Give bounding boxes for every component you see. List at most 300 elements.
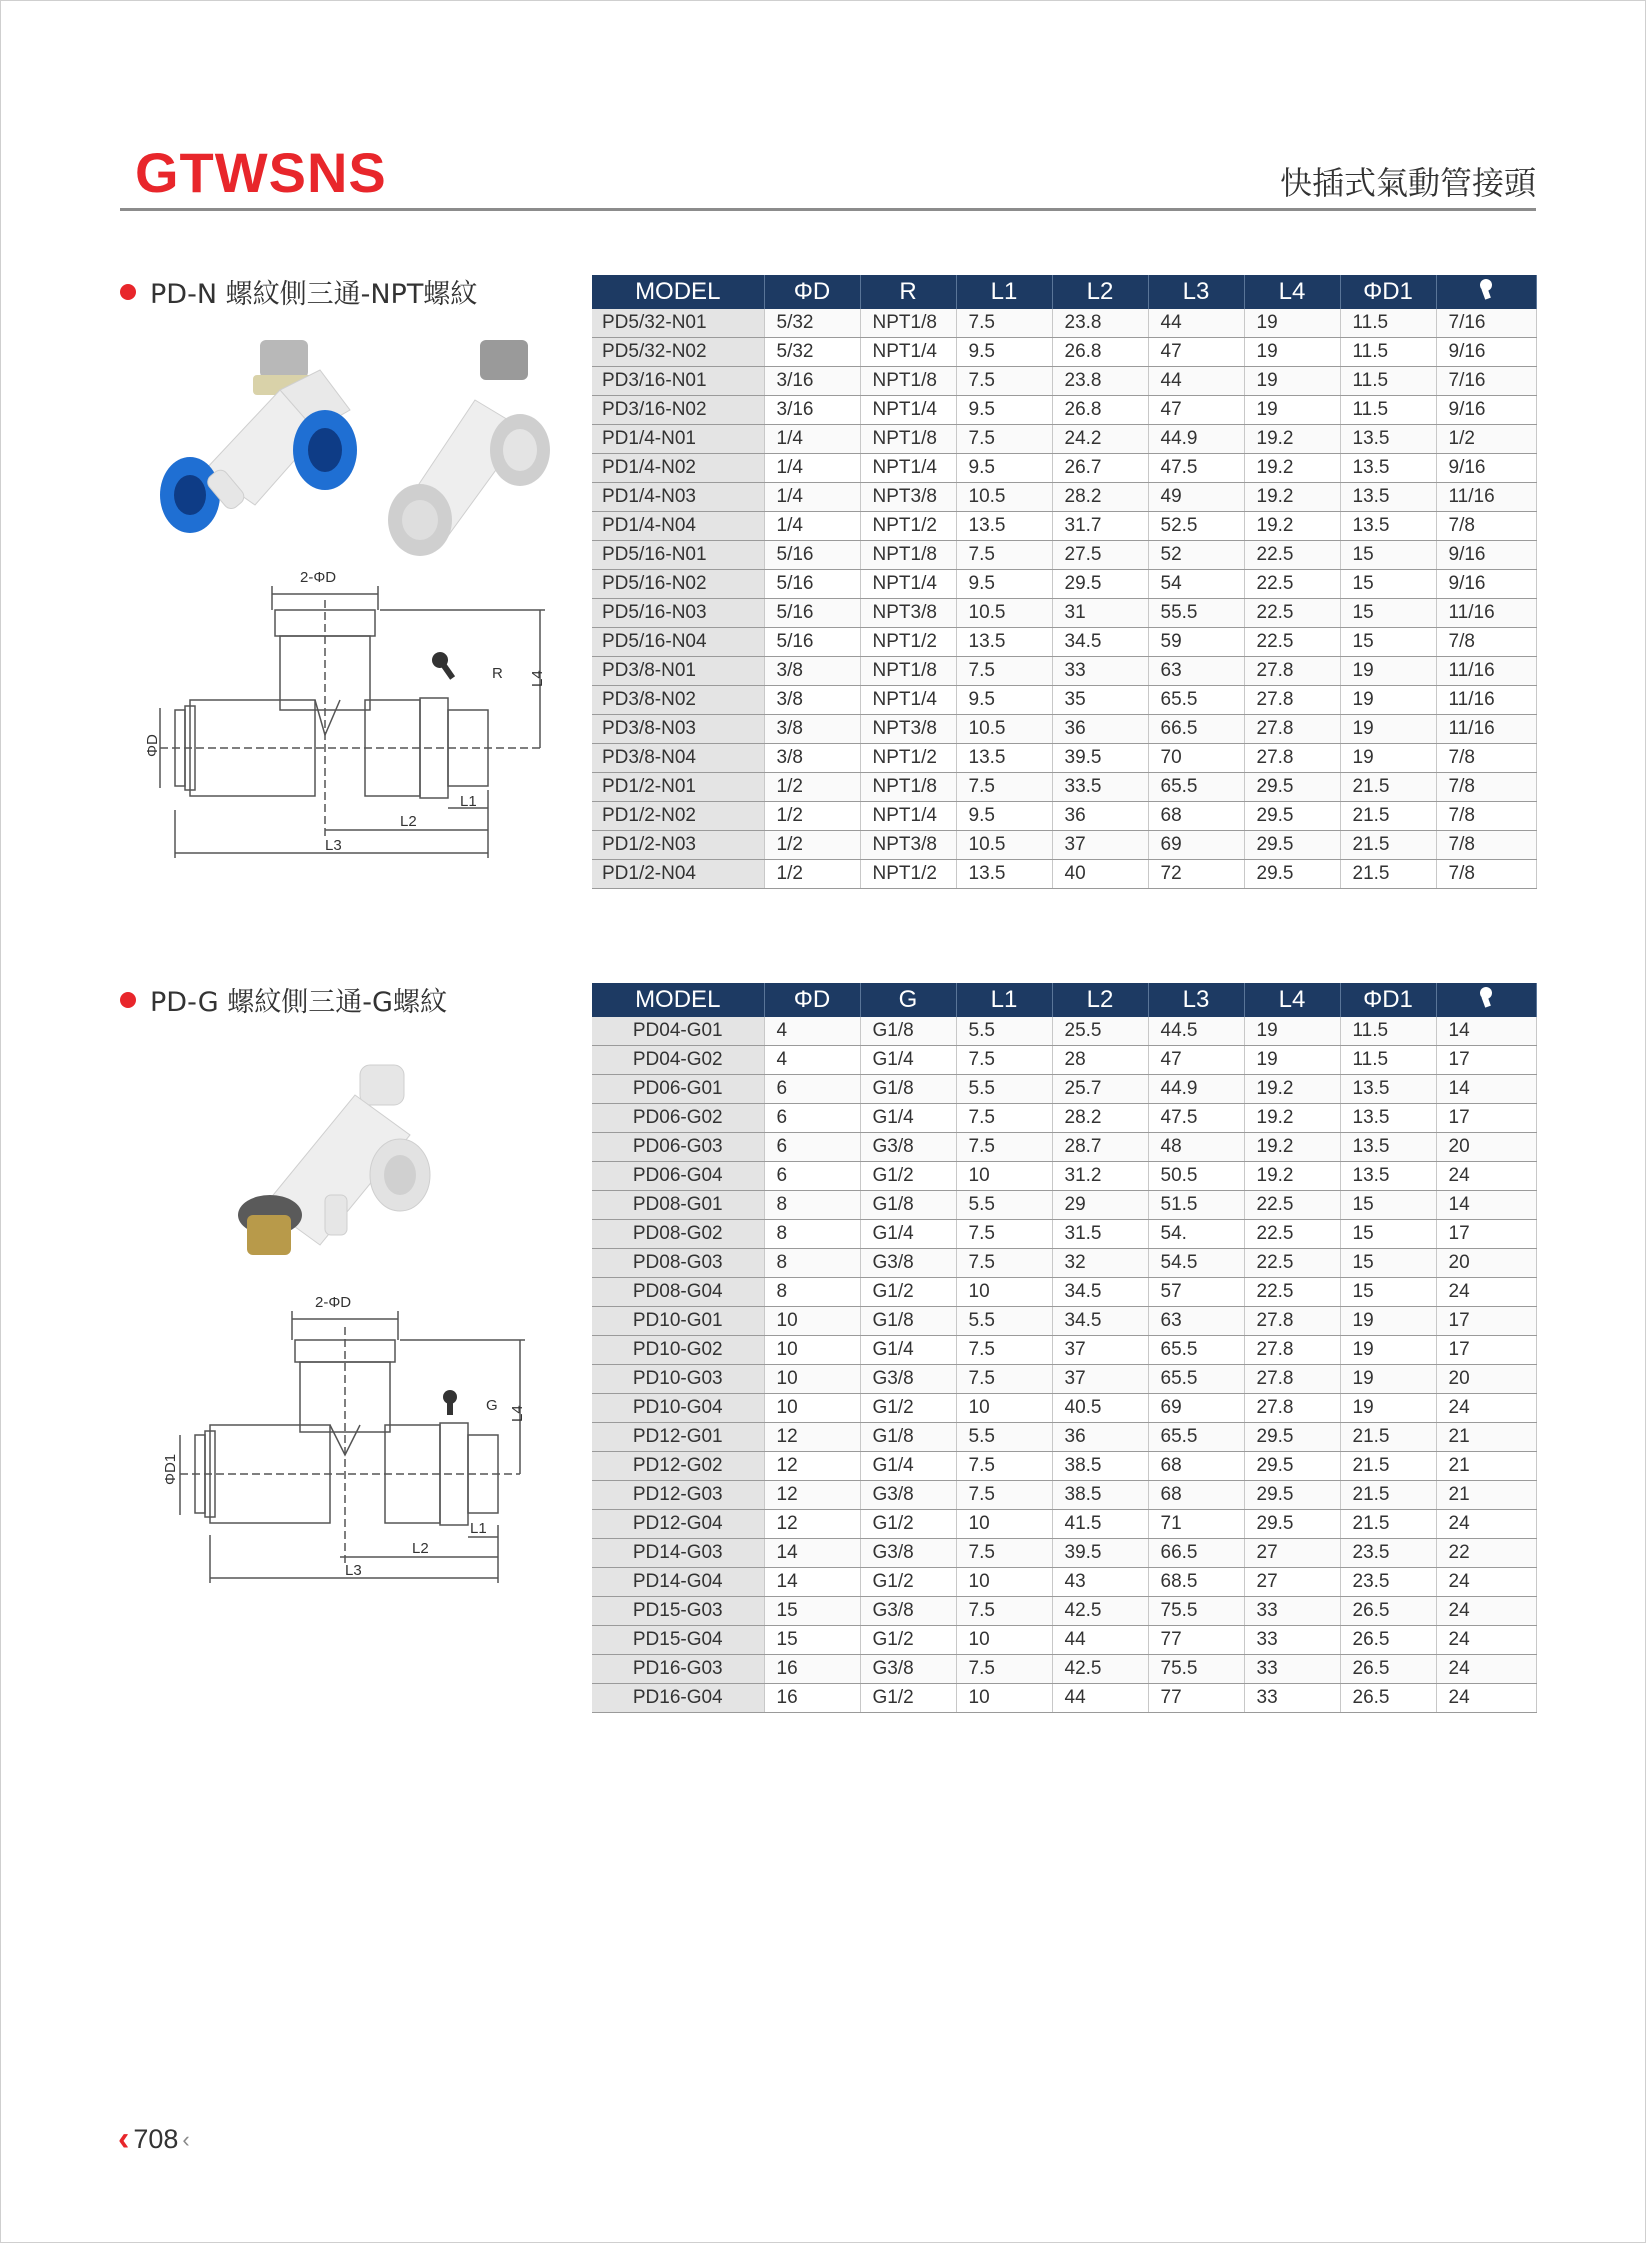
value-cell: 42.5 [1052, 1597, 1148, 1626]
model-cell: PD15-G04 [592, 1626, 764, 1655]
model-cell: PD14-G03 [592, 1539, 764, 1568]
value-cell: 23.8 [1052, 367, 1148, 396]
value-cell: NPT1/2 [860, 628, 956, 657]
value-cell: 21.5 [1340, 1452, 1436, 1481]
value-cell: 33 [1244, 1684, 1340, 1713]
value-cell: NPT1/4 [860, 338, 956, 367]
value-cell: 19 [1244, 338, 1340, 367]
section-title-text: PD-N 螺紋側三通-NPT螺紋 [150, 279, 478, 310]
value-cell: 26.5 [1340, 1597, 1436, 1626]
value-cell: 24 [1436, 1655, 1536, 1684]
value-cell: 27.8 [1244, 744, 1340, 773]
value-cell: 13.5 [1340, 1104, 1436, 1133]
value-cell: 14 [1436, 1075, 1536, 1104]
table-row [592, 1017, 1536, 1046]
value-cell: 8 [764, 1249, 860, 1278]
value-cell: 10 [956, 1394, 1052, 1423]
value-cell: 8 [764, 1191, 860, 1220]
table-row [592, 512, 1536, 541]
value-cell: 37 [1052, 1336, 1148, 1365]
value-cell: 9.5 [956, 686, 1052, 715]
value-cell: 4 [764, 1017, 860, 1046]
column-header: L3 [1148, 983, 1244, 1017]
value-cell: 13.5 [1340, 454, 1436, 483]
value-cell: G3/8 [860, 1539, 956, 1568]
value-cell: 7.5 [956, 773, 1052, 802]
table-header-row [592, 983, 1536, 1017]
value-cell: 29.5 [1244, 802, 1340, 831]
value-cell: 14 [1436, 1017, 1536, 1046]
model-cell: PD1/4-N02 [592, 454, 764, 483]
value-cell: 10 [956, 1510, 1052, 1539]
value-cell: 47.5 [1148, 454, 1244, 483]
table-row [592, 802, 1536, 831]
value-cell: 25.7 [1052, 1075, 1148, 1104]
value-cell: 31.5 [1052, 1220, 1148, 1249]
value-cell: 6 [764, 1133, 860, 1162]
value-cell: 24 [1436, 1684, 1536, 1713]
value-cell: 39.5 [1052, 744, 1148, 773]
value-cell: G3/8 [860, 1655, 956, 1684]
value-cell: 50.5 [1148, 1162, 1244, 1191]
value-cell: G1/2 [860, 1162, 956, 1191]
model-cell: PD08-G02 [592, 1220, 764, 1249]
value-cell: 27.5 [1052, 541, 1148, 570]
model-cell: PD3/8-N02 [592, 686, 764, 715]
wrench-icon [443, 1390, 457, 1415]
label-l3: L3 [345, 1562, 362, 1579]
value-cell: NPT1/8 [860, 309, 956, 338]
value-cell: 11.5 [1340, 338, 1436, 367]
label-l1: L1 [460, 793, 477, 810]
table-row [592, 1597, 1536, 1626]
value-cell: 66.5 [1148, 715, 1244, 744]
table-header-row [592, 275, 1536, 309]
model-cell: PD5/16-N01 [592, 541, 764, 570]
value-cell: 44 [1052, 1626, 1148, 1655]
value-cell: 44.9 [1148, 425, 1244, 454]
value-cell: 5/32 [764, 338, 860, 367]
value-cell: 14 [764, 1539, 860, 1568]
value-cell: 19 [1340, 1365, 1436, 1394]
value-cell: 70 [1148, 744, 1244, 773]
value-cell: 29.5 [1244, 1481, 1340, 1510]
model-cell: PD12-G01 [592, 1423, 764, 1452]
value-cell: 13.5 [1340, 425, 1436, 454]
value-cell: 33 [1244, 1597, 1340, 1626]
column-header: ΦD1 [1340, 983, 1436, 1017]
value-cell: 9/16 [1436, 338, 1536, 367]
value-cell: 10.5 [956, 483, 1052, 512]
value-cell: 5/16 [764, 628, 860, 657]
table-row [592, 1539, 1536, 1568]
value-cell: 3/16 [764, 396, 860, 425]
value-cell: 24 [1436, 1162, 1536, 1191]
value-cell: 44 [1148, 309, 1244, 338]
table-row [592, 1075, 1536, 1104]
value-cell: 10 [956, 1684, 1052, 1713]
value-cell: 22 [1436, 1539, 1536, 1568]
value-cell: 10 [956, 1162, 1052, 1191]
table-row [592, 744, 1536, 773]
value-cell: 12 [764, 1452, 860, 1481]
table-row [592, 570, 1536, 599]
value-cell: 65.5 [1148, 773, 1244, 802]
value-cell: 19.2 [1244, 483, 1340, 512]
model-cell: PD1/2-N03 [592, 831, 764, 860]
value-cell: 1/2 [764, 860, 860, 889]
value-cell: 49 [1148, 483, 1244, 512]
value-cell: 34.5 [1052, 1278, 1148, 1307]
value-cell: 21 [1436, 1481, 1536, 1510]
model-cell: PD14-G04 [592, 1568, 764, 1597]
model-cell: PD08-G01 [592, 1191, 764, 1220]
table-row [592, 599, 1536, 628]
model-cell: PD3/8-N03 [592, 715, 764, 744]
value-cell: 15 [1340, 1249, 1436, 1278]
value-cell: 44.5 [1148, 1017, 1244, 1046]
value-cell: 26.8 [1052, 338, 1148, 367]
value-cell: 44 [1052, 1684, 1148, 1713]
value-cell: 17 [1436, 1336, 1536, 1365]
value-cell: 10 [764, 1336, 860, 1365]
label-top-dia: 2-ΦD [315, 1294, 352, 1311]
value-cell: 68 [1148, 1481, 1244, 1510]
value-cell: 24.2 [1052, 425, 1148, 454]
value-cell: 10.5 [956, 599, 1052, 628]
value-cell: 1/4 [764, 454, 860, 483]
header-divider [120, 208, 1536, 211]
value-cell: 13.5 [956, 512, 1052, 541]
table-row [592, 1684, 1536, 1713]
value-cell: NPT1/2 [860, 512, 956, 541]
value-cell: 11.5 [1340, 309, 1436, 338]
column-header: L1 [956, 275, 1052, 309]
chevron-left-icon: ‹ [118, 2120, 130, 2158]
table-row [592, 1133, 1536, 1162]
value-cell: 7.5 [956, 309, 1052, 338]
value-cell: 25.5 [1052, 1017, 1148, 1046]
value-cell: 24 [1436, 1597, 1536, 1626]
value-cell: 7/8 [1436, 628, 1536, 657]
value-cell: G3/8 [860, 1597, 956, 1626]
value-cell: 21.5 [1340, 802, 1436, 831]
value-cell: 9.5 [956, 802, 1052, 831]
product-photo-pd-n [145, 320, 565, 560]
value-cell: G1/8 [860, 1307, 956, 1336]
model-cell: PD04-G01 [592, 1017, 764, 1046]
value-cell: 66.5 [1148, 1539, 1244, 1568]
value-cell: G1/4 [860, 1452, 956, 1481]
value-cell: 33 [1052, 657, 1148, 686]
model-cell: PD1/2-N01 [592, 773, 764, 802]
value-cell: 5/16 [764, 570, 860, 599]
table-row [592, 1655, 1536, 1684]
value-cell: 7.5 [956, 1336, 1052, 1365]
value-cell: 21 [1436, 1423, 1536, 1452]
value-cell: G1/4 [860, 1336, 956, 1365]
value-cell: 5/16 [764, 599, 860, 628]
model-cell: PD08-G04 [592, 1278, 764, 1307]
value-cell: 17 [1436, 1046, 1536, 1075]
value-cell: 11/16 [1436, 715, 1536, 744]
column-header: L3 [1148, 275, 1244, 309]
value-cell: 10.5 [956, 831, 1052, 860]
value-cell: 7.5 [956, 1452, 1052, 1481]
value-cell: 1/2 [764, 831, 860, 860]
value-cell: 38.5 [1052, 1481, 1148, 1510]
label-side-dia: ΦD [144, 734, 161, 757]
value-cell: 22.5 [1244, 1220, 1340, 1249]
value-cell: 71 [1148, 1510, 1244, 1539]
table-row [592, 483, 1536, 512]
value-cell: 26.8 [1052, 396, 1148, 425]
table-row [592, 309, 1536, 338]
value-cell: 7.5 [956, 1365, 1052, 1394]
value-cell: 15 [1340, 599, 1436, 628]
fitting-g-image [238, 1065, 430, 1255]
value-cell: 11.5 [1340, 1017, 1436, 1046]
value-cell: 5.5 [956, 1423, 1052, 1452]
value-cell: 7/8 [1436, 773, 1536, 802]
value-cell: 12 [764, 1510, 860, 1539]
value-cell: 15 [1340, 1191, 1436, 1220]
bullet-icon [120, 992, 136, 1008]
spec-table-pd-n [592, 275, 1537, 889]
value-cell: 7.5 [956, 541, 1052, 570]
value-cell: 15 [764, 1597, 860, 1626]
value-cell: 33 [1244, 1626, 1340, 1655]
value-cell: 63 [1148, 1307, 1244, 1336]
label-l4: L4 [509, 1405, 526, 1422]
value-cell: 10 [764, 1394, 860, 1423]
value-cell: 16 [764, 1655, 860, 1684]
value-cell: 27 [1244, 1539, 1340, 1568]
value-cell: 5.5 [956, 1075, 1052, 1104]
value-cell: G1/2 [860, 1510, 956, 1539]
column-header: ΦD [764, 983, 860, 1017]
model-cell: PD3/16-N02 [592, 396, 764, 425]
value-cell: 11/16 [1436, 599, 1536, 628]
model-cell: PD10-G02 [592, 1336, 764, 1365]
value-cell: 7.5 [956, 367, 1052, 396]
value-cell: NPT1/8 [860, 367, 956, 396]
value-cell: 11.5 [1340, 396, 1436, 425]
value-cell: 9.5 [956, 570, 1052, 599]
value-cell: 31.7 [1052, 512, 1148, 541]
value-cell: 3/8 [764, 686, 860, 715]
value-cell: 29.5 [1244, 1510, 1340, 1539]
value-cell: NPT1/8 [860, 657, 956, 686]
value-cell: 21.5 [1340, 860, 1436, 889]
value-cell: 34.5 [1052, 628, 1148, 657]
value-cell: 1/4 [764, 483, 860, 512]
column-header: MODEL [592, 983, 764, 1017]
model-cell: PD1/4-N03 [592, 483, 764, 512]
value-cell: 11.5 [1340, 1046, 1436, 1075]
value-cell: 15 [1340, 1220, 1436, 1249]
value-cell: 69 [1148, 1394, 1244, 1423]
value-cell: 11.5 [1340, 367, 1436, 396]
value-cell: 36 [1052, 1423, 1148, 1452]
wrench-icon [1436, 275, 1536, 309]
value-cell: 19 [1340, 744, 1436, 773]
value-cell: 17 [1436, 1104, 1536, 1133]
value-cell: NPT1/2 [860, 860, 956, 889]
technical-drawing-pd-g [150, 1285, 560, 1595]
value-cell: 21.5 [1340, 773, 1436, 802]
value-cell: 3/16 [764, 367, 860, 396]
value-cell: 34.5 [1052, 1307, 1148, 1336]
value-cell: 37 [1052, 1365, 1148, 1394]
value-cell: 27.8 [1244, 1307, 1340, 1336]
table-row [592, 628, 1536, 657]
value-cell: 75.5 [1148, 1597, 1244, 1626]
value-cell: 21.5 [1340, 1423, 1436, 1452]
value-cell: 13.5 [1340, 512, 1436, 541]
page-number: 708 [133, 2124, 179, 2154]
value-cell: 9/16 [1436, 570, 1536, 599]
value-cell: 29 [1052, 1191, 1148, 1220]
value-cell: 19.2 [1244, 512, 1340, 541]
value-cell: 15 [1340, 628, 1436, 657]
value-cell: 19 [1340, 657, 1436, 686]
value-cell: 14 [1436, 1191, 1536, 1220]
value-cell: 72 [1148, 860, 1244, 889]
model-cell: PD16-G04 [592, 1684, 764, 1713]
table-row [592, 1307, 1536, 1336]
value-cell: 7.5 [956, 425, 1052, 454]
value-cell: 65.5 [1148, 686, 1244, 715]
value-cell: G1/2 [860, 1568, 956, 1597]
value-cell: 54. [1148, 1220, 1244, 1249]
value-cell: 7.5 [956, 1249, 1052, 1278]
label-side-dia: ΦD1 [162, 1453, 179, 1485]
table-row [592, 1394, 1536, 1423]
value-cell: 77 [1148, 1684, 1244, 1713]
model-cell: PD12-G02 [592, 1452, 764, 1481]
value-cell: G1/4 [860, 1046, 956, 1075]
value-cell: 27 [1244, 1568, 1340, 1597]
value-cell: NPT3/8 [860, 483, 956, 512]
value-cell: 31 [1052, 599, 1148, 628]
model-cell: PD3/8-N04 [592, 744, 764, 773]
model-cell: PD10-G01 [592, 1307, 764, 1336]
value-cell: 29.5 [1052, 570, 1148, 599]
value-cell: 23.5 [1340, 1539, 1436, 1568]
value-cell: 20 [1436, 1365, 1536, 1394]
value-cell: 24 [1436, 1394, 1536, 1423]
model-cell: PD12-G03 [592, 1481, 764, 1510]
value-cell: 75.5 [1148, 1655, 1244, 1684]
value-cell: 28.7 [1052, 1133, 1148, 1162]
column-header: L1 [956, 983, 1052, 1017]
value-cell: 14 [764, 1568, 860, 1597]
model-cell: PD08-G03 [592, 1249, 764, 1278]
value-cell: 33 [1244, 1655, 1340, 1684]
value-cell: 1/2 [764, 802, 860, 831]
value-cell: 63 [1148, 657, 1244, 686]
value-cell: 12 [764, 1481, 860, 1510]
value-cell: 10 [764, 1365, 860, 1394]
value-cell: 27.8 [1244, 1336, 1340, 1365]
column-header: L4 [1244, 983, 1340, 1017]
value-cell: 27.8 [1244, 657, 1340, 686]
label-l2: L2 [412, 1540, 429, 1557]
value-cell: 35 [1052, 686, 1148, 715]
value-cell: 39.5 [1052, 1539, 1148, 1568]
product-photo-pd-g [225, 1055, 455, 1275]
value-cell: 22.5 [1244, 541, 1340, 570]
value-cell: 7.5 [956, 1481, 1052, 1510]
label-l4: L4 [529, 670, 546, 687]
value-cell: 40 [1052, 860, 1148, 889]
value-cell: 65.5 [1148, 1365, 1244, 1394]
value-cell: 6 [764, 1104, 860, 1133]
value-cell: 13.5 [956, 628, 1052, 657]
table-row [592, 831, 1536, 860]
table-row [592, 686, 1536, 715]
value-cell: 65.5 [1148, 1336, 1244, 1365]
value-cell: 57 [1148, 1278, 1244, 1307]
value-cell: 24 [1436, 1278, 1536, 1307]
value-cell: G1/8 [860, 1423, 956, 1452]
page-footer [118, 2120, 190, 2159]
value-cell: 21.5 [1340, 831, 1436, 860]
model-cell: PD12-G04 [592, 1510, 764, 1539]
value-cell: 68 [1148, 1452, 1244, 1481]
chevron-left-small-icon: ‹ [182, 2126, 190, 2152]
value-cell: 5/16 [764, 541, 860, 570]
model-cell: PD5/16-N04 [592, 628, 764, 657]
table-row [592, 1423, 1536, 1452]
label-top-dia: 2-ΦD [300, 569, 337, 586]
value-cell: 19.2 [1244, 1075, 1340, 1104]
value-cell: 19 [1244, 367, 1340, 396]
value-cell: 10.5 [956, 715, 1052, 744]
value-cell: 17 [1436, 1307, 1536, 1336]
value-cell: 6 [764, 1075, 860, 1104]
table-row [592, 1568, 1536, 1597]
wrench-icon [429, 649, 459, 683]
model-cell: PD3/16-N01 [592, 367, 764, 396]
model-cell: PD10-G04 [592, 1394, 764, 1423]
value-cell: G3/8 [860, 1365, 956, 1394]
model-cell: PD1/2-N02 [592, 802, 764, 831]
value-cell: 7.5 [956, 1046, 1052, 1075]
fitting-blue-image [160, 340, 357, 533]
value-cell: 19 [1340, 1307, 1436, 1336]
label-thread: G [486, 1397, 498, 1414]
value-cell: 13.5 [956, 860, 1052, 889]
value-cell: 48 [1148, 1133, 1244, 1162]
value-cell: 7.5 [956, 1104, 1052, 1133]
value-cell: 54.5 [1148, 1249, 1244, 1278]
column-header: G [860, 983, 956, 1017]
value-cell: 47.5 [1148, 1104, 1244, 1133]
value-cell: 17 [1436, 1220, 1536, 1249]
table-row [592, 1191, 1536, 1220]
table-row [592, 1278, 1536, 1307]
wrench-icon [1436, 983, 1536, 1017]
value-cell: 8 [764, 1278, 860, 1307]
value-cell: 11/16 [1436, 686, 1536, 715]
value-cell: 68 [1148, 802, 1244, 831]
model-cell: PD5/16-N03 [592, 599, 764, 628]
value-cell: 21.5 [1340, 1510, 1436, 1539]
table-row [592, 773, 1536, 802]
model-cell: PD06-G02 [592, 1104, 764, 1133]
